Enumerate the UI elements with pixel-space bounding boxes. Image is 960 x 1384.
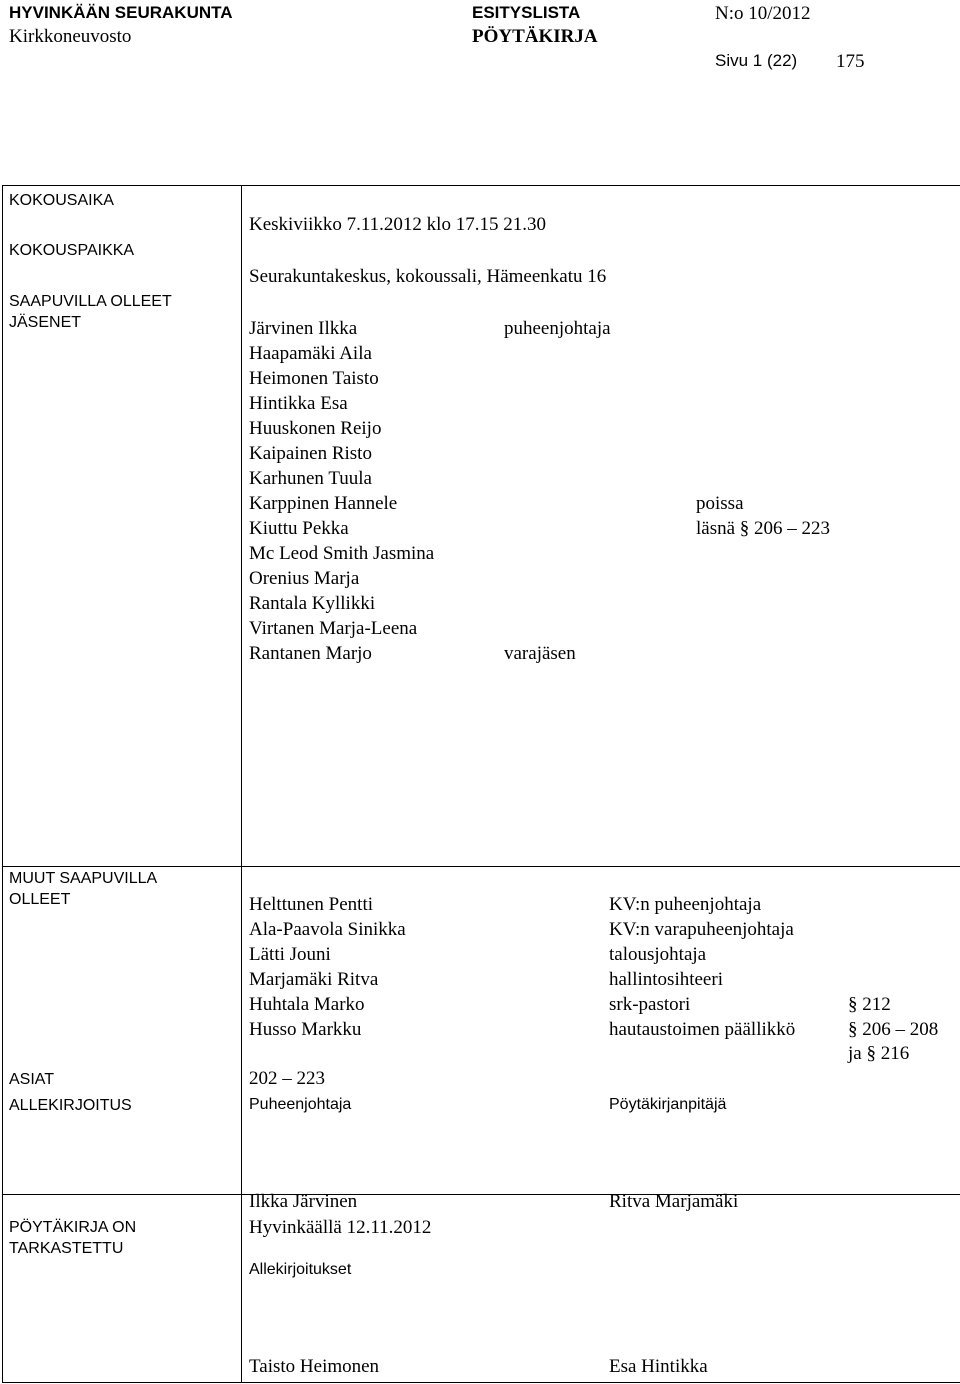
member-name: Hintikka Esa [249, 393, 348, 414]
doc-number: N:o 10/2012 [715, 3, 811, 24]
meeting-time-value: Keskiviikko 7.11.2012 klo 17.15 21.30 [249, 214, 546, 235]
member-name: Kiuttu Pekka [249, 518, 349, 539]
reviewer-1: Taisto Heimonen [249, 1356, 380, 1377]
member-name: Rantala Kyllikki [249, 593, 376, 614]
member-row [249, 416, 949, 441]
table-column-divider [241, 185, 242, 1383]
table-top-border [2, 185, 960, 186]
table-left-border [2, 185, 3, 1383]
section-continuation: ja § 216 [848, 1043, 910, 1064]
table-bottom-border [2, 1382, 960, 1383]
member-row [249, 316, 949, 341]
member-row [249, 591, 949, 616]
member-name: Karhunen Tuula [249, 468, 372, 489]
attendee-name: Helttunen Pentti [249, 894, 374, 915]
attendee-role: hautaustoimen päällikkö [609, 1019, 796, 1040]
member-row [249, 491, 949, 516]
members-label: SAAPUVILLA OLLEET JÄSENET [9, 293, 172, 331]
member-name: Järvinen Ilkka [249, 318, 358, 339]
member-row [249, 341, 949, 366]
member-note: läsnä § 206 – 223 [696, 518, 831, 539]
member-name: Rantanen Marjo [249, 643, 372, 664]
member-note: poissa [696, 493, 744, 514]
attendee-name: Ala-Paavola Sinikka [249, 919, 406, 940]
other-attendee-row [249, 917, 959, 942]
attendee-role: KV:n puheenjohtaja [609, 894, 762, 915]
page-number: 175 [836, 51, 865, 72]
member-name: Virtanen Marja-Leena [249, 618, 418, 639]
table-row-divider [2, 866, 960, 867]
table-row-divider [2, 1194, 960, 1195]
meeting-time-label: KOKOUSAIKA [9, 192, 114, 209]
secretary-name: Ritva Marjamäki [609, 1191, 739, 1212]
member-name: Huuskonen Reijo [249, 418, 382, 439]
page-indicator: Sivu 1 (22) [715, 51, 798, 70]
other-attendee-row [249, 1017, 959, 1042]
member-role: varajäsen [504, 643, 576, 664]
asiat-value: 202 – 223 [249, 1068, 325, 1089]
review-place-date: Hyvinkäällä 12.11.2012 [249, 1217, 432, 1238]
attendee-role: talousjohtaja [609, 944, 707, 965]
other-attendee-row [249, 892, 959, 917]
doc-type-agenda: ESITYSLISTA [472, 3, 581, 22]
chair-name: Ilkka Järvinen [249, 1191, 358, 1212]
others-label: MUUT SAAPUVILLA OLLEET [9, 870, 157, 908]
org-name: HYVINKÄÄN SEURAKUNTA [9, 3, 233, 22]
other-attendee-row [249, 967, 959, 992]
member-name: Orenius Marja [249, 568, 360, 589]
member-role: puheenjohtaja [504, 318, 611, 339]
member-row [249, 641, 949, 666]
doc-type-minutes: PÖYTÄKIRJA [472, 26, 598, 47]
attendee-section: § 206 – 208 [848, 1019, 939, 1040]
secretary-title: Pöytäkirjanpitäjä [609, 1096, 727, 1113]
attendee-role: srk-pastori [609, 994, 691, 1015]
member-row [249, 366, 949, 391]
attendee-name: Huhtala Marko [249, 994, 365, 1015]
member-row [249, 566, 949, 591]
signature-label: ALLEKIRJOITUS [9, 1097, 132, 1114]
attendee-section: § 212 [848, 994, 891, 1015]
meeting-place-value: Seurakuntakeskus, kokoussali, Hämeenkatu 16 [249, 266, 607, 287]
other-attendee-row [249, 992, 959, 1017]
meeting-place-label: KOKOUSPAIKKA [9, 242, 135, 259]
asiat-label: ASIAT [9, 1071, 55, 1088]
member-row [249, 616, 949, 641]
member-name: Kaipainen Risto [249, 443, 372, 464]
review-label: PÖYTÄKIRJA ON TARKASTETTU [9, 1219, 137, 1257]
attendee-name: Lätti Jouni [249, 944, 331, 965]
member-name: Heimonen Taisto [249, 368, 379, 389]
member-row [249, 541, 949, 566]
member-row [249, 441, 949, 466]
member-name: Haapamäki Aila [249, 343, 372, 364]
member-row [249, 466, 949, 491]
other-attendee-row [249, 942, 959, 967]
body-name: Kirkkoneuvosto [9, 26, 132, 47]
signatures-label: Allekirjoitukset [249, 1261, 352, 1278]
member-name: Mc Leod Smith Jasmina [249, 543, 435, 564]
reviewer-2: Esa Hintikka [609, 1356, 708, 1377]
member-row [249, 391, 949, 416]
member-row [249, 516, 949, 541]
member-name: Karppinen Hannele [249, 493, 398, 514]
attendee-name: Marjamäki Ritva [249, 969, 379, 990]
attendee-role: hallintosihteeri [609, 969, 723, 990]
attendee-role: KV:n varapuheenjohtaja [609, 919, 794, 940]
attendee-name: Husso Markku [249, 1019, 362, 1040]
chair-title: Puheenjohtaja [249, 1096, 352, 1113]
